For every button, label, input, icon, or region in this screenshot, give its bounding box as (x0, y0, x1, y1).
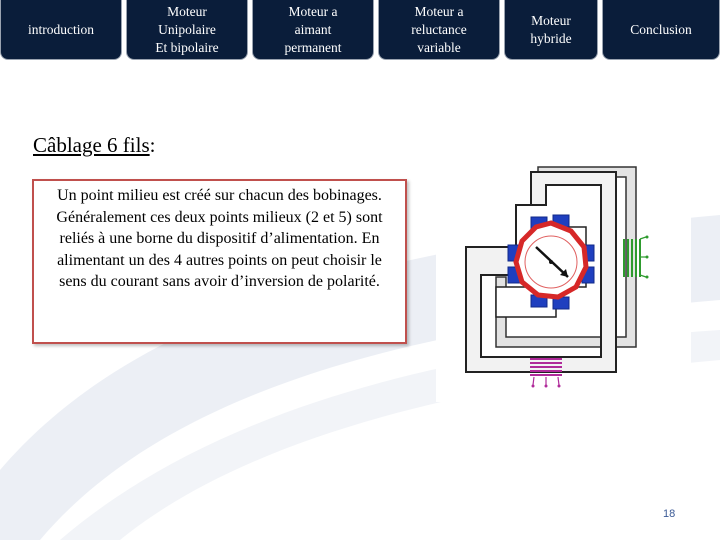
slide-title-suffix: : (149, 133, 156, 157)
description-box: Un point milieu est créé sur chacun des bobinages. Généralement ces deux points milieux (2 et 5) sont reliés à une borne du dispositif d’alimentation. En alimentant un des 4 autres points on peut choisir le sens du courant sans avoir d’inversion de polarité. (32, 179, 407, 344)
top-navigation (0, 0, 720, 62)
tab-moteur-unipolaire-bipolaire[interactable]: Moteur Unipolaire Et bipolaire (126, 0, 248, 60)
tab-moteur-reluctance-variable[interactable]: Moteur a reluctance variable (378, 0, 500, 60)
tab-moteur-hybride[interactable]: Moteur hybride (504, 0, 598, 60)
tab-moteur-aimant-permanent[interactable]: Moteur a aimant permanent (252, 0, 374, 60)
stepper-motor-diagram (436, 127, 691, 402)
page-number: 18 (663, 508, 676, 520)
tab-introduction[interactable]: introduction (0, 0, 122, 60)
tab-conclusion[interactable]: Conclusion (602, 0, 720, 60)
slide-title (33, 133, 155, 158)
slide-title-text: Câblage 6 fils (33, 133, 150, 157)
